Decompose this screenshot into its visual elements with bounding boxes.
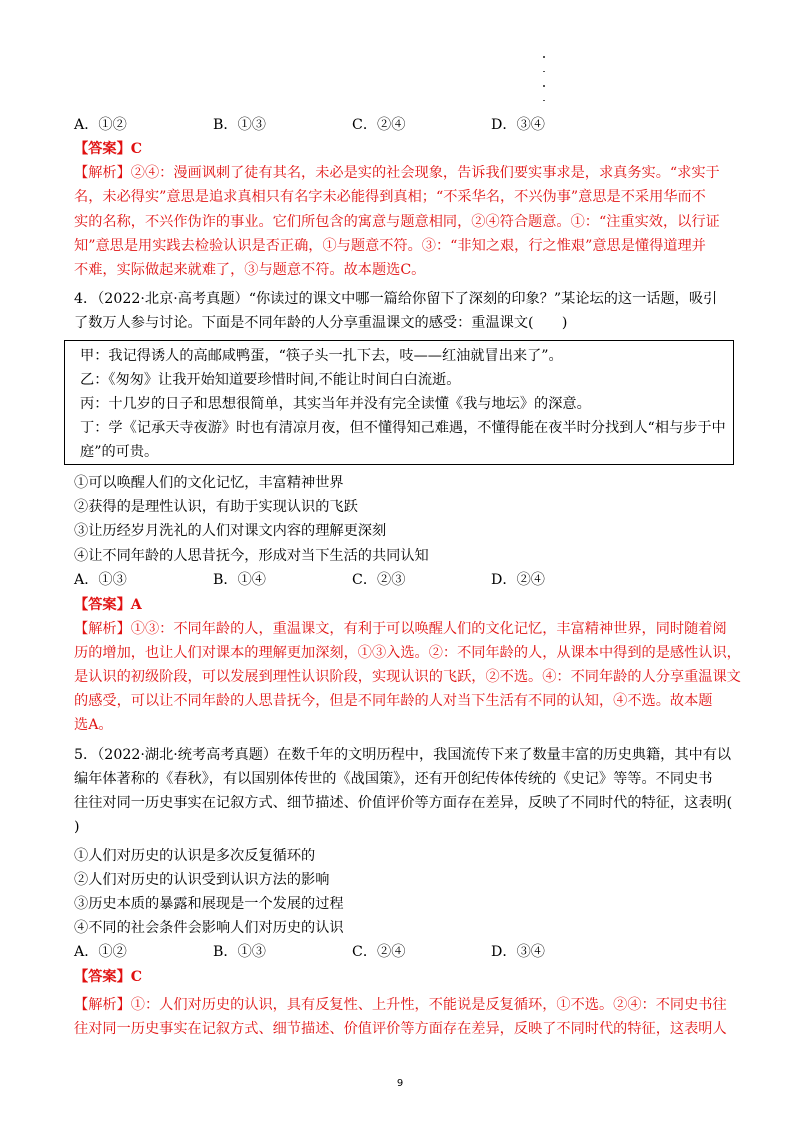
page-number: 9 <box>396 1078 404 1089</box>
q4-analysis-line: 选A。 <box>74 717 113 733</box>
q4-option-b: B．①④ <box>213 572 266 588</box>
q5-option-b: B．①③ <box>213 944 266 960</box>
q5-option-a: A．①② <box>74 944 127 960</box>
q4-box-line-bing: 丙：十几岁的日子和思想很简单，其实当年并没有完全读懂《我与地坛》的深意。 <box>80 396 591 412</box>
q4-item: ②获得的是理性认识，有助于实现认识的飞跃 <box>74 499 358 515</box>
q4-item: ④让不同年龄的人思昔抚今，形成对当下生活的共同认知 <box>74 548 429 564</box>
q5-stem-line: 编年体著称的《春秋》，有以国别体传世的《战国策》，还有开创纪传体传统的《史记》等等。不同史书 <box>74 771 713 787</box>
q5-stem-line: 5．（2022·湖北·统考高考真题）在数千年的文明历程中，我国流传下来了数量丰富的历史典籍，其中有以 <box>74 747 732 763</box>
q4-box-line-ding-cont: 庭”的可贵。 <box>80 444 159 460</box>
q5-stem-line: 往往对同一历史事实在记叙方式、细节描述、价值评价等方面存在差异，反映了不同时代的特征，这表明( <box>74 795 733 811</box>
q5-item: ④不同的社会条件会影响人们对历史的认识 <box>74 920 344 936</box>
q5-analysis-line: 【解析】①：人们对历史的认识，具有反复性、上升性，不能说是反复循环，①不选。②④：不同史书往 <box>74 997 727 1013</box>
q3-option-a: A．①② <box>74 117 127 133</box>
q5-option-c: C．②④ <box>352 944 406 960</box>
q4-analysis-line: 的感受，可以让不同年龄的人思昔抚今，但是不同年龄的人对当下生活有不同的认知，④不选。故本题 <box>74 693 713 709</box>
q4-item: ③让历经岁月洗礼的人们对课文内容的理解更深刻 <box>74 523 387 539</box>
q5-answer: 【答案】C <box>74 969 143 985</box>
q3-answer: 【答案】C <box>74 141 143 157</box>
q4-analysis-line: 【解析】①③：不同年龄的人，重温课文，有利于可以唤醒人们的文化记忆，丰富精神世界，同时随着阅 <box>74 621 727 637</box>
q3-analysis-line: 知”意思是用实践去检验认识是否正确，①与题意不符。③：“非知之艰，行之惟艰”意思是懂得道理并 <box>74 238 706 254</box>
q4-stem-line: 4．（2022·北京·高考真题）“你读过的课文中哪一篇给你留下了深刻的印象？”某论坛的这一话题，吸引 <box>74 291 718 307</box>
q4-box-line-jia: 甲：我记得诱人的高邮咸鸭蛋，“筷子头一扎下去，吱——红油就冒出来了”。 <box>80 348 563 364</box>
q4-option-c: C．②③ <box>352 572 406 588</box>
q4-item: ①可以唤醒人们的文化记忆，丰富精神世界 <box>74 475 344 491</box>
q5-analysis-line: 往对同一历史事实在记叙方式、细节描述、价值评价等方面存在差异，反映了不同时代的特征，这表明人 <box>74 1021 727 1037</box>
q5-item: ②人们对历史的认识受到认识方法的影响 <box>74 872 330 888</box>
q4-option-a: A．①③ <box>74 572 127 588</box>
q4-box-line-ding: 丁：学《记承天寺夜游》时也有清凉月夜，但不懂得知己难遇，不懂得能在夜半时分找到人“相与步于中 <box>80 420 726 436</box>
q4-analysis-line: 历的增加，也让人们对课本的理解更加深刻，①③入选。②：不同年龄的人，从课本中得到的是感性认识， <box>74 645 741 661</box>
q4-stem-line: 了数万人参与讨论。下面是不同年龄的人分享重温课文的感受：重温课文( ) <box>74 315 568 331</box>
q4-answer: 【答案】A <box>74 597 142 613</box>
q4-analysis-line: 是认识的初级阶段，可以发展到理性认识阶段，实现认识的飞跃，②不选。④：不同年龄的人分享重温课文 <box>74 669 741 685</box>
q3-option-d: D．③④ <box>491 117 545 133</box>
q5-stem-line: ) <box>74 819 80 835</box>
q4-box-line-yi: 乙：《匆匆》让我开始知道要珍惜时间,不能让时间白白流逝。 <box>80 372 461 388</box>
q3-analysis-line: 不难，实际做起来就难了，③与题意不符。故本题选C。 <box>74 262 426 278</box>
q5-option-d: D．③④ <box>491 944 545 960</box>
q3-analysis-line: 实的名称，不兴作伪诈的事业。它们所包含的寓意与题意相同，②④符合题意。①：“注重实效，以行证 <box>74 214 720 230</box>
q4-option-d: D．②④ <box>491 572 545 588</box>
decorative-dots <box>543 56 547 114</box>
q3-analysis-line: 名，未必得实”意思是追求真相只有名字未必能得到真相；“不采华名，不兴伪事”意思是不采用华而不 <box>74 189 706 205</box>
q5-item: ③历史本质的暴露和展现是一个发展的过程 <box>74 896 344 912</box>
q3-option-c: C．②④ <box>352 117 406 133</box>
q3-analysis-line: 【解析】②④：漫画讽刺了徒有其名，未必是实的社会现象，告诉我们要实事求是，求真务实。“求实于 <box>74 165 720 181</box>
q3-option-b: B．①③ <box>213 117 266 133</box>
q5-item: ①人们对历史的认识是多次反复循环的 <box>74 848 316 864</box>
